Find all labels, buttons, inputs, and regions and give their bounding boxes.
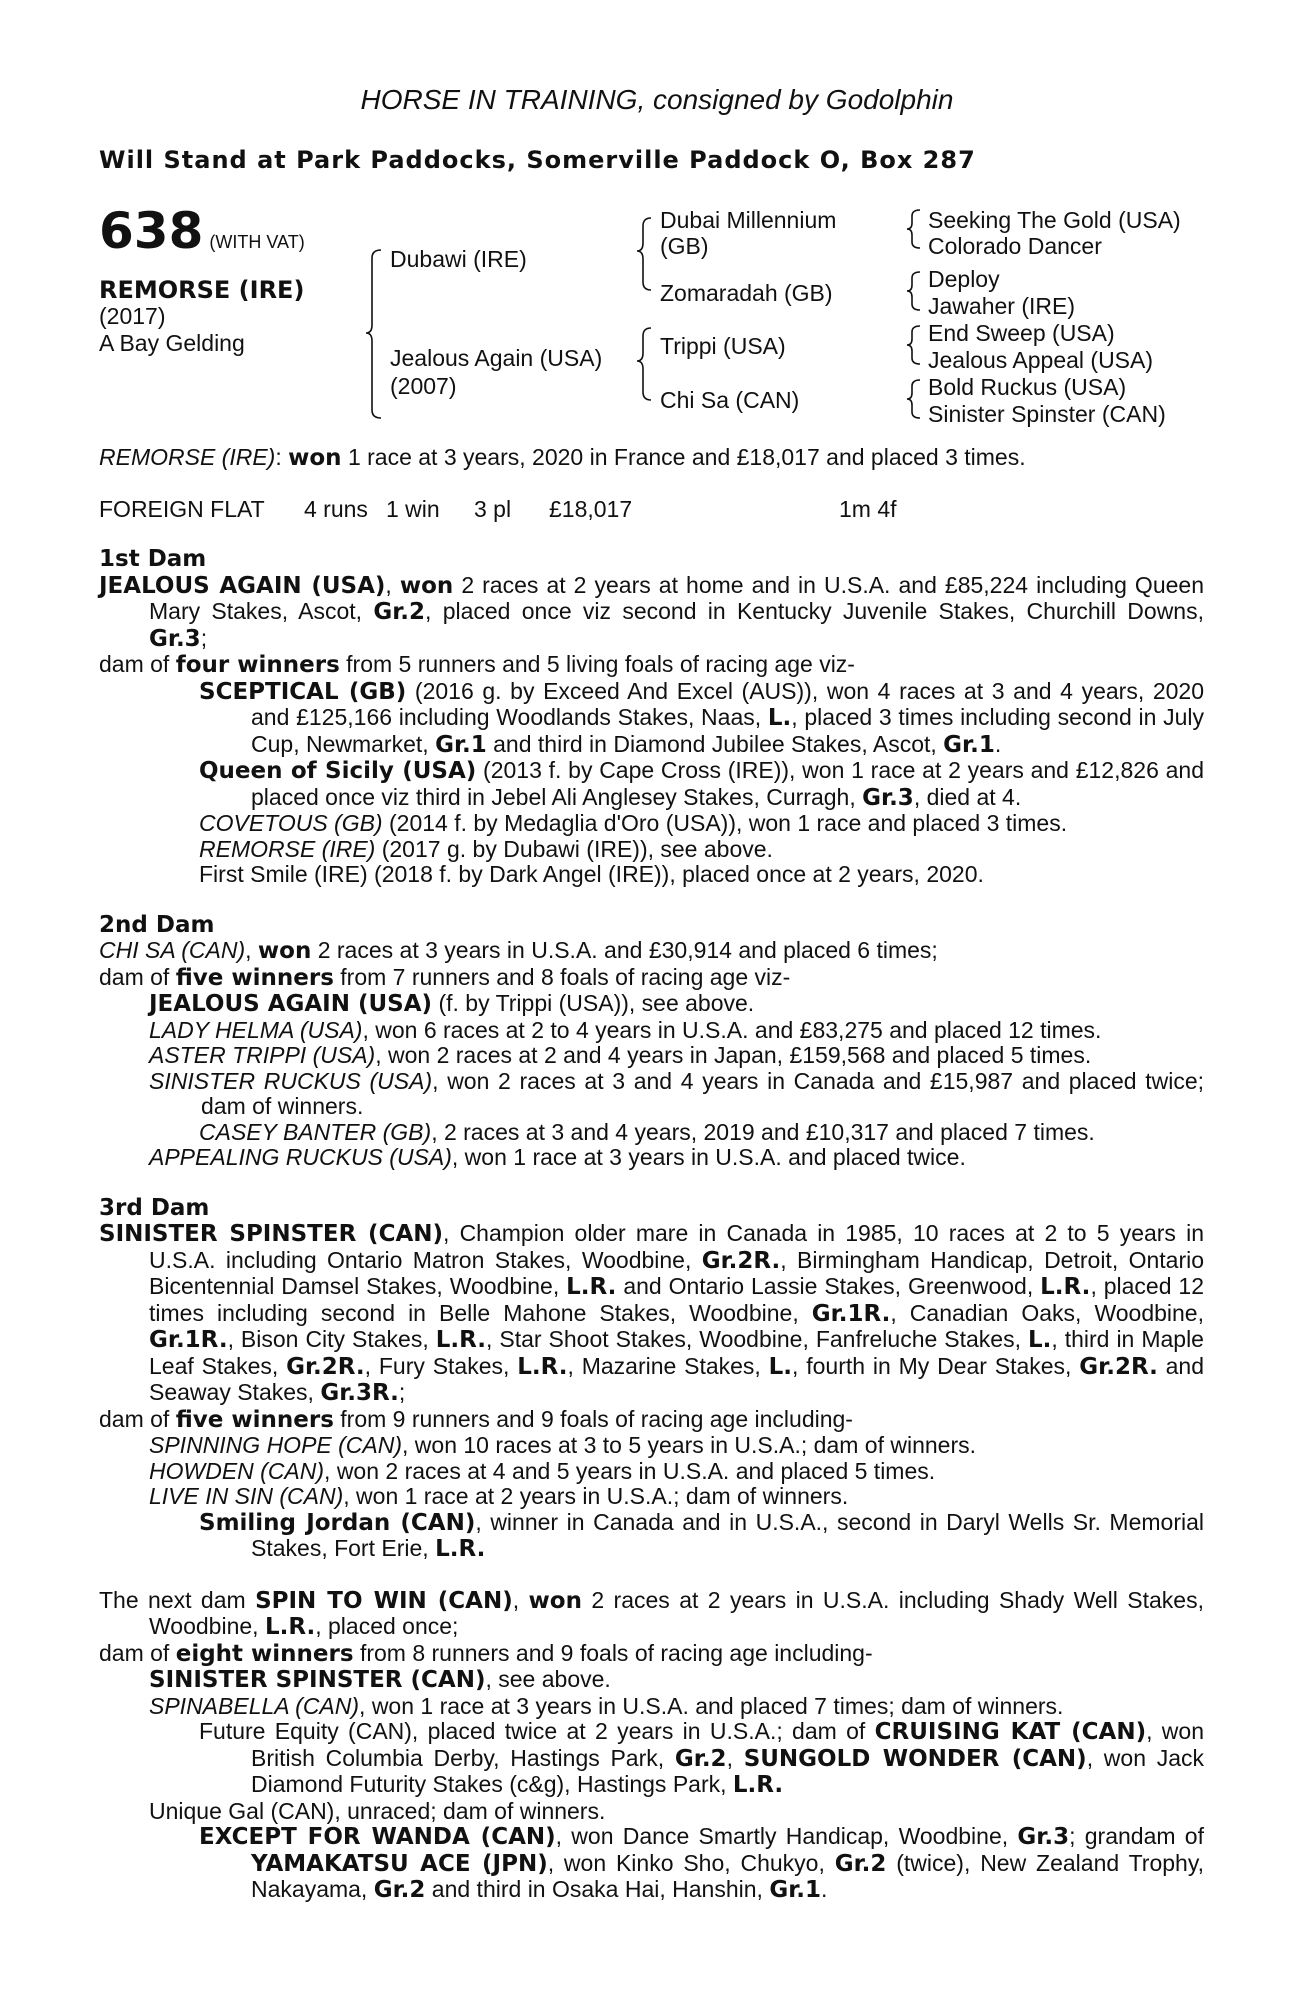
horse-name: REMORSE (IRE) (99, 276, 305, 304)
pedigree-sss: Seeking The Gold (USA) (928, 207, 1181, 233)
pedigree-sire-sire-2: (GB) (660, 233, 709, 259)
produce-name: SINISTER SPINSTER (CAN) (149, 1667, 486, 1693)
produce-text: (2016 g. by Exceed And Excel (AUS)), won 4 races at 3 and 4 years, 2020 and £125,166 including Woodlands Stakes, Naas, (251, 677, 1204, 730)
produce-text: . (994, 730, 1002, 757)
grade-label: L.R. (1040, 1274, 1091, 1300)
pedigree-sire: Dubawi (IRE) (390, 246, 527, 272)
produce-text: (f. by Trippi (USA)), see above. (432, 990, 755, 1016)
next-dam-text: , placed once; (315, 1613, 459, 1639)
produce-entry (99, 1484, 1204, 1510)
produce-text: , won 2 races at 3 and 4 years in Canada and £15,987 and placed twice; dam of winners. (201, 1067, 1204, 1119)
grade-label: L. (767, 705, 792, 731)
produce-name: Queen of Sicily (USA) (199, 758, 477, 784)
produce-entry (99, 1120, 1204, 1146)
produce-entry (99, 758, 1204, 811)
produce-text: (2014 f. by Medaglia d'Oro (USA)), won 1 race and placed 3 times. (382, 810, 1068, 836)
grade-label: L.R. (435, 1536, 486, 1562)
next-dam-produce-intro (99, 1641, 1204, 1668)
grade-label: Gr.2 (373, 1877, 426, 1903)
produce-entry (99, 1719, 1204, 1799)
won-label: won (288, 445, 342, 471)
produce-name: LADY HELMA (USA) (149, 1016, 363, 1043)
produce-name: Smiling Jordan (CAN) (199, 1509, 476, 1536)
dam1-text: , placed once viz second in Kentucky Juvenile Stakes, Churchill Downs, (425, 598, 1204, 624)
produce-text: , won British Columbia Derby, Hastings Park, (251, 1718, 1204, 1771)
race-summary: REMORSE (IRE): won 1 race at 3 years, 2020 in France and £18,017 and placed 3 times. (99, 444, 1026, 471)
produce-entry (99, 679, 1204, 759)
produce-entry (99, 1667, 1204, 1694)
produce-text: , winner in Canada and in U.S.A., second in Daryl Wells Sr. Memorial Stakes, Fort Erie, (251, 1508, 1204, 1561)
record-wins: 1 win (386, 495, 440, 522)
grade-label: Gr.3 (149, 625, 201, 652)
produce-entry (99, 1069, 1204, 1120)
stand-location: Will Stand at Park Paddocks, Somerville Paddock O, Box 287 (99, 146, 976, 174)
grade-label: Gr.1 (769, 1877, 821, 1903)
dam-of-label: dam of (99, 1639, 176, 1666)
vat-label: (WITH VAT) (209, 232, 305, 252)
produce-name: EXCEPT FOR WANDA (CAN) (199, 1824, 556, 1850)
dam1-text: 2 races at 2 years at home and in U.S.A. and £85,224 including Queen Mary Stakes, Ascot, (149, 571, 1204, 624)
produce-text: ; grandam of (1069, 1823, 1204, 1849)
dam3-text: , fourth in My Dear Stakes, (792, 1352, 1080, 1379)
record-runs: 4 runs (304, 495, 368, 522)
record-placed: 3 pl (474, 495, 512, 522)
produce-text: (2013 f. by Cape Cross (IRE)), won 1 race at 2 years and £12,826 and placed once viz third in Jebel Ali Anglesey Stakes, Curragh, (251, 757, 1204, 810)
produce-text: , won Jack Diamond Futurity Stakes (c&g), Hastings Park, (251, 1744, 1205, 1797)
grade-label: L.R. (732, 1772, 784, 1798)
grade-label: Gr.1R. (149, 1327, 228, 1353)
produce-text: from 5 runners and 5 living foals of racing age viz- (339, 651, 855, 677)
dam3-text: , Bison City Stakes, (227, 1326, 436, 1352)
won-label: won (257, 938, 312, 964)
grade-label: Gr.1 (943, 731, 995, 758)
next-dam-record: The next dam SPIN TO WIN (CAN), won 2 races at 2 years in U.S.A. including Shady Well Stakes, Woodbine, L.R., placed once; (99, 1586, 1204, 1640)
dam-of-label: dam of (99, 651, 176, 677)
dam3-text: , Birmingham Handicap, Detroit, Ontario Bicentennial Damsel Stakes, Woodbine, (149, 1246, 1205, 1299)
produce-text: , won 2 races at 4 and 5 years in U.S.A. and placed 5 times. (324, 1457, 936, 1484)
produce-text: and third in Osaka Hai, Hanshin, (425, 1876, 770, 1902)
dam2-text: 2 races at 3 years in U.S.A. and £30,914 and placed 6 times; (311, 937, 938, 963)
produce-text: from 9 runners and 9 foals of racing age including- (333, 1405, 853, 1432)
dam2-produce-intro (99, 965, 1204, 992)
winners-count: eight winners (175, 1640, 354, 1667)
pedigree-sire-sire-1: Dubai Millennium (660, 207, 837, 233)
produce-text: , won 1 race at 3 years in U.S.A. and placed twice. (451, 1144, 966, 1170)
dam-of-label: dam of (99, 963, 176, 990)
dam2-heading: 2nd Dam (99, 911, 215, 938)
grade-label: Gr.2R. (1079, 1353, 1158, 1380)
dam3-text: ; (398, 1379, 406, 1405)
winners-count: five winners (175, 964, 334, 991)
summary-text: 1 race at 3 years, 2020 in France and £18,017 and placed 3 times. (341, 444, 1026, 470)
produce-name: SPINNING HOPE (CAN) (149, 1432, 403, 1458)
winners-count: four winners (175, 652, 340, 678)
winners-count: five winners (175, 1406, 334, 1433)
pedigree-dds: Bold Ruckus (USA) (928, 374, 1127, 400)
grade-label: Gr.2 (674, 1745, 727, 1772)
produce-text: , 2 races at 3 and 4 years, 2019 and £10,317 and placed 7 times. (431, 1118, 1095, 1145)
lot-number: 638 (99, 202, 204, 260)
produce-text: , won Dance Smartly Handicap, Woodbine, (555, 1823, 1018, 1849)
dam3-name: SINISTER SPINSTER (CAN) (99, 1221, 444, 1247)
produce-text: , won 2 races at 2 and 4 years in Japan, £159,568 and placed 5 times. (375, 1042, 1092, 1068)
produce-name: APPEALING RUCKUS (USA) (149, 1144, 452, 1170)
pedigree-dam-year: (2007) (390, 373, 457, 399)
horse-description: A Bay Gelding (99, 330, 245, 356)
grade-label: L.R. (264, 1614, 316, 1640)
produce-text: from 8 runners and 9 foals of racing age including- (353, 1639, 873, 1666)
produce-entry (99, 1145, 1204, 1171)
produce-entry: First Smile (IRE) (2018 f. by Dark Angel (IRE)), placed once at 2 years, 2020. (199, 861, 984, 887)
pedigree-dam: Jealous Again (USA) (390, 345, 603, 371)
race-record (99, 497, 1204, 523)
pedigree-dam-dam: Chi Sa (CAN) (660, 387, 800, 413)
produce-entry (99, 1043, 1204, 1069)
dam2-name: CHI SA (CAN) (99, 937, 246, 963)
pedigree-dss: End Sweep (USA) (928, 320, 1115, 346)
grade-label: Gr.2 (373, 599, 426, 625)
grade-label: Gr.3 (862, 784, 914, 811)
dam3-text: , Fury Stakes, (364, 1352, 518, 1379)
produce-entry (99, 991, 1204, 1018)
dam-of-label: dam of (99, 1405, 176, 1432)
next-dam-name: SPIN TO WIN (CAN) (255, 1587, 513, 1614)
produce-name: SUNGOLD WONDER (CAN) (743, 1745, 1087, 1772)
pedigree-sds: Deploy (928, 266, 1000, 292)
produce-text: , won 6 races at 2 to 4 years in U.S.A. and £83,275 and placed 12 times. (362, 1016, 1102, 1043)
produce-name: JEALOUS AGAIN (USA) (149, 991, 433, 1017)
dam1-record: JEALOUS AGAIN (USA), won 2 races at 2 years at home and in U.S.A. and £85,224 including Queen Mary Stakes, Ascot, Gr.2, placed once viz second in Kentucky Juvenile Stakes, Churchill Downs, Gr.3; (99, 571, 1204, 652)
produce-text: , won Kinko Sho, Chukyo, (547, 1849, 835, 1876)
produce-name: LIVE IN SIN (CAN) (149, 1483, 344, 1509)
pedigree-dsd: Jealous Appeal (USA) (928, 347, 1154, 373)
pedigree-ssd: Colorado Dancer (928, 233, 1102, 259)
pedigree-sire-dam: Zomaradah (GB) (660, 280, 833, 306)
produce-entry (99, 1433, 1204, 1459)
grade-label: L.R. (435, 1327, 486, 1353)
produce-name: COVETOUS (GB) (199, 810, 383, 836)
next-dam-lead: The next dam (99, 1586, 256, 1613)
dam3-text: and Seaway Stakes, (149, 1352, 1205, 1405)
produce-entry (99, 1018, 1204, 1044)
grade-label: Gr.3 (1017, 1824, 1070, 1850)
dam3-record (99, 1221, 1204, 1407)
record-earnings: £18,017 (549, 495, 633, 522)
produce-text: , won 10 races at 3 to 5 years in U.S.A.; dam of winners. (402, 1432, 977, 1458)
produce-entry (99, 837, 1204, 863)
produce-entry (99, 1824, 1204, 1904)
produce-text: and third in Diamond Jubilee Stakes, Ascot, (486, 730, 944, 757)
dam1-text: ; (200, 624, 208, 651)
produce-entry (99, 1694, 1204, 1720)
produce-entry: Unique Gal (CAN), unraced; dam of winners. (149, 1797, 606, 1824)
produce-name: YAMAKATSU ACE (JPN) (251, 1850, 548, 1877)
produce-text: , won 1 race at 3 years in U.S.A. and placed 7 times; dam of winners. (359, 1692, 1064, 1719)
catalogue-body (99, 445, 1204, 1904)
dam3-text: , placed 12 times including second in Belle Mahone Stakes, Woodbine, (149, 1273, 1204, 1326)
pedigree-dam-sire: Trippi (USA) (660, 333, 786, 359)
dam3-text: , third in Maple Leaf Stakes, (149, 1326, 1204, 1379)
produce-name: CASEY BANTER (GB) (199, 1118, 432, 1145)
dam2-record: CHI SA (CAN), won 2 races at 3 years in U.S.A. and £30,914 and placed 6 times; (99, 937, 938, 964)
produce-text: (twice), New Zealand Trophy, Nakayama, (251, 1849, 1204, 1902)
produce-text: (2017 g. by Dubawi (IRE)), see above. (375, 835, 773, 862)
produce-text: . (821, 1876, 828, 1902)
produce-name: HOWDEN (CAN) (149, 1457, 325, 1484)
won-label: won (528, 1587, 582, 1614)
produce-name: SPINABELLA (CAN) (149, 1692, 360, 1719)
produce-name: SCEPTICAL (GB) (199, 678, 407, 705)
dam3-produce-intro (99, 1407, 1204, 1434)
pedigree-ddd: Sinister Spinster (CAN) (928, 401, 1166, 427)
dam3-text: , Canadian Oaks, Woodbine, (890, 1299, 1204, 1326)
grade-label: Gr.2R. (701, 1247, 781, 1274)
dam3-text: , Star Shoot Stakes, Woodbine, Fanfreluche Stakes, (486, 1326, 1028, 1352)
produce-name: SINISTER RUCKUS (USA) (149, 1067, 433, 1094)
dam3-text: and Ontario Lassie Stakes, Greenwood, (616, 1273, 1041, 1299)
produce-text: Future Equity (CAN), placed twice at 2 years in U.S.A.; dam of (199, 1718, 875, 1744)
grade-label: L.R. (566, 1274, 617, 1300)
dam1-heading: 1st Dam (99, 546, 207, 572)
produce-text: , won 1 race at 2 years in U.S.A.; dam of winners. (343, 1483, 849, 1509)
produce-text: , placed 3 times including second in July Cup, Newmarket, (251, 704, 1204, 757)
produce-entry (99, 1510, 1204, 1563)
grade-label: L. (768, 1353, 793, 1380)
produce-entry (99, 1459, 1204, 1485)
grade-label: L. (1027, 1327, 1052, 1353)
grade-label: Gr.1 (435, 731, 487, 758)
dam3-text: , Mazarine Stakes, (567, 1352, 769, 1379)
record-distance: 1m 4f (839, 495, 897, 522)
next-dam-text: 2 races at 2 years in U.S.A. including Shady Well Stakes, Woodbine, (149, 1586, 1204, 1639)
produce-text: , (726, 1744, 744, 1771)
produce-name: ASTER TRIPPI (USA) (149, 1042, 376, 1068)
dam1-produce-intro (99, 652, 1204, 679)
produce-text: , see above. (485, 1666, 611, 1692)
grade-label: Gr.2 (834, 1850, 887, 1877)
page-title: HORSE IN TRAINING, consigned by Godolphin (360, 84, 954, 115)
produce-name: REMORSE (IRE) (199, 835, 376, 862)
record-type: FOREIGN FLAT (99, 495, 265, 522)
grade-label: L.R. (517, 1353, 568, 1380)
produce-entry (99, 811, 1204, 837)
produce-name: CRUISING KAT (CAN) (874, 1719, 1147, 1745)
grade-label: Gr.2R. (286, 1353, 365, 1380)
grade-label: Gr.3R. (320, 1380, 399, 1406)
dam3-heading: 3rd Dam (99, 1194, 210, 1221)
dam3-text: , Champion older mare in Canada in 1985, 10 races at 2 to 5 years in U.S.A. including Ontario Matron Stakes, Woodbine, (149, 1220, 1204, 1273)
grade-label: Gr.1R. (811, 1300, 891, 1327)
pedigree-sdd: Jawaher (IRE) (928, 293, 1075, 319)
dam1-name: JEALOUS AGAIN (USA) (99, 572, 386, 599)
produce-text: from 7 runners and 8 foals of racing age viz- (333, 963, 791, 990)
produce-text: , died at 4. (913, 783, 1022, 810)
summary-horse: REMORSE (IRE) (99, 444, 276, 470)
won-label: won (399, 572, 454, 599)
horse-year: (2017) (99, 303, 166, 329)
